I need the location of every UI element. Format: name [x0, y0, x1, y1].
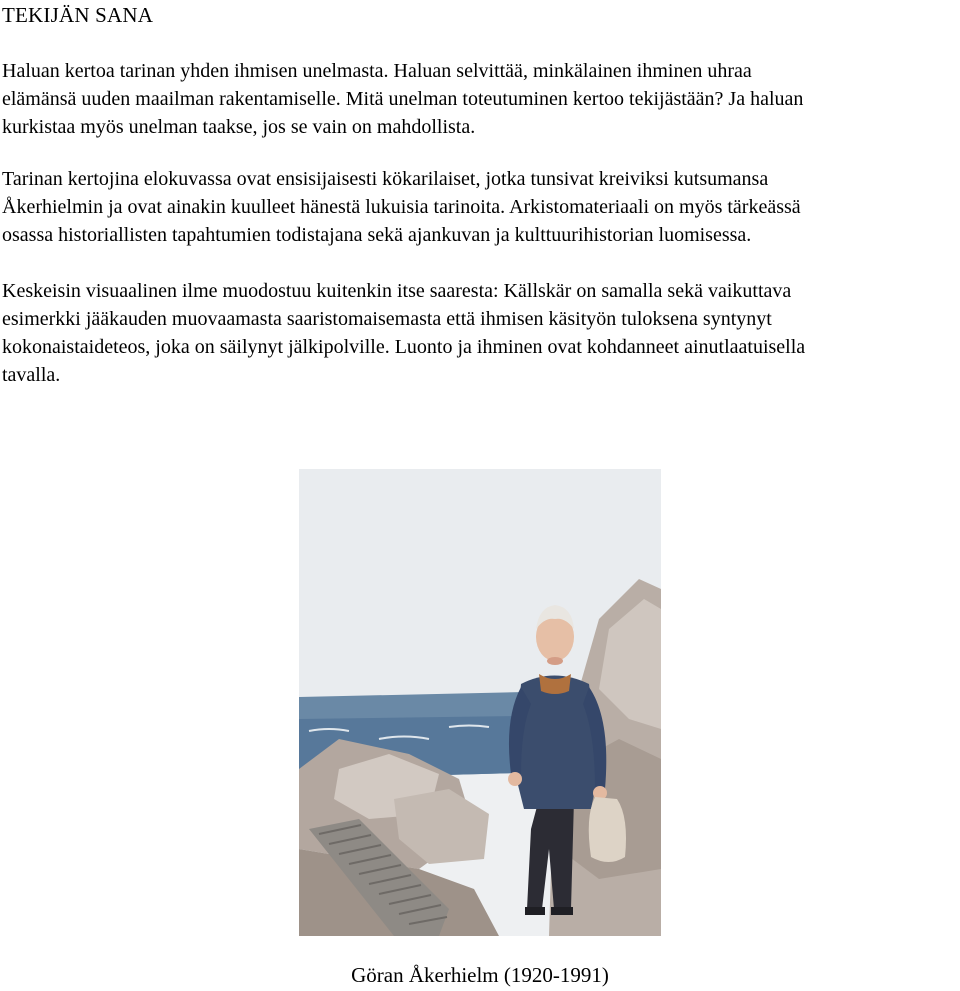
portrait-illustration	[299, 469, 661, 936]
paragraph-line: elämänsä uuden maailman rakentamiselle. Mitä unelman toteutuminen kertoo tekijästään? Ja haluan	[2, 88, 804, 110]
paragraph-line: Åkerhielmin ja ovat ainakin kuulleet hänestä lukuisia tarinoita. Arkistomateriaali on myös tärkeässä	[2, 196, 801, 218]
paragraph-narrators	[2, 165, 801, 249]
paragraph-line: tavalla.	[2, 364, 61, 386]
paragraph-visual	[2, 277, 805, 389]
paragraph-line: Keskeisin visuaalinen ilme muodostuu kuitenkin itse saaresta: Källskär on samalla sekä vaikuttava	[2, 280, 792, 302]
paragraph-line: esimerkki jääkauden muovaamasta saaristomaisemasta että ihmisen käsityön tuloksena syntynyt	[2, 308, 772, 330]
photo-caption: Göran Åkerhielm (1920-1991)	[351, 963, 609, 987]
paragraph-line: kokonaistaideteos, joka on säilynyt jälkipolville. Luonto ja ihminen ovat kohdanneet ainutlaatuisella	[2, 336, 806, 358]
paragraph-line: Haluan kertoa tarinan yhden ihmisen unelmasta. Haluan selvittää, minkälainen ihminen uhraa	[2, 60, 752, 82]
portrait-photo	[299, 469, 661, 936]
paragraph-line: kurkistaa myös unelman taakse, jos se vain on mahdollista.	[2, 116, 476, 138]
page-title: TEKIJÄN SANA	[2, 3, 154, 27]
paragraph-line: Tarinan kertojina elokuvassa ovat ensisijaisesti kökarilaiset, jotka tunsivat kreiviksi kutsumansa	[2, 168, 769, 190]
paragraph-intro	[2, 57, 803, 141]
paragraph-line: osassa historiallisten tapahtumien todistajana sekä ajankuvan ja kulttuurihistorian luomisessa.	[2, 224, 752, 246]
